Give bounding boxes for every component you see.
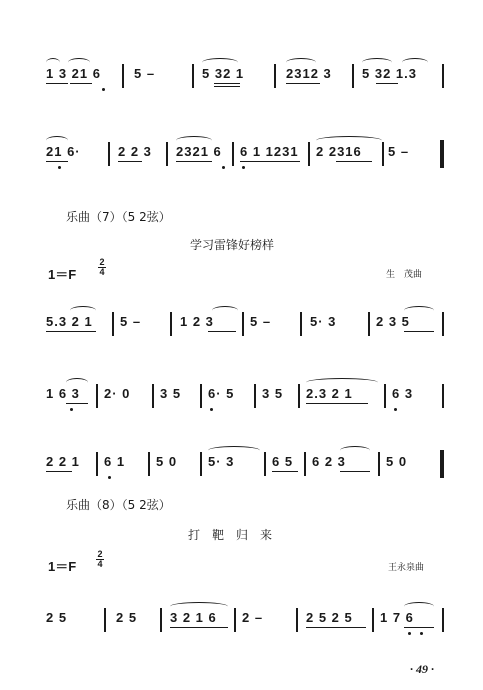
slur <box>70 306 96 315</box>
time-signature-8 <box>96 550 104 569</box>
barline <box>382 142 384 166</box>
measure-4: 2 – <box>242 610 264 625</box>
underline <box>306 403 368 404</box>
measure-4: 5· 3 <box>208 454 235 469</box>
measure-2: 5 – <box>120 314 142 329</box>
octave-dot <box>70 408 73 411</box>
slur <box>306 378 378 387</box>
underline <box>214 83 240 84</box>
slur <box>46 58 60 67</box>
underline <box>336 161 372 162</box>
underline <box>272 471 298 472</box>
barline <box>200 452 202 476</box>
slur <box>208 446 260 455</box>
measure-1: 2 5 <box>46 610 68 625</box>
measure-4: 2312 3 <box>286 66 332 81</box>
octave-dot <box>408 632 411 635</box>
measure-2: 2· 0 <box>104 386 131 401</box>
measure-6: 2.3 2 1 <box>306 386 353 401</box>
measure-4: 6· 5 <box>208 386 235 401</box>
score-row-1 <box>42 66 452 88</box>
slur <box>286 58 316 67</box>
final-barline <box>440 140 444 168</box>
underline <box>46 161 68 162</box>
score-row-4 <box>42 386 452 408</box>
underline <box>214 86 240 87</box>
measure-5: 5 32 1.3 <box>362 66 417 81</box>
score-row-3 <box>42 314 452 336</box>
underline <box>170 627 228 628</box>
barline <box>384 384 386 408</box>
composer-8: 王永泉曲 <box>388 563 425 573</box>
measure-1: 1 3 21 6 <box>46 66 101 81</box>
barline <box>300 312 302 336</box>
octave-dot <box>108 476 111 479</box>
measure-3: 3 2 1 6 <box>170 610 217 625</box>
barline <box>104 608 106 632</box>
barline <box>170 312 172 336</box>
barline <box>192 64 194 88</box>
slur <box>316 136 382 145</box>
time-denominator: 4 <box>97 559 103 569</box>
octave-dot <box>210 408 213 411</box>
barline <box>152 384 154 408</box>
slur <box>404 306 434 315</box>
underline <box>46 471 72 472</box>
barline <box>232 142 234 166</box>
measure-5: 3 5 <box>262 386 284 401</box>
underline <box>404 627 434 628</box>
measure-5: 6 5 <box>272 454 294 469</box>
page-number: · 49 · <box>410 662 434 676</box>
barline <box>442 312 444 336</box>
slur <box>202 58 238 67</box>
barline <box>368 312 370 336</box>
measure-7: 5 0 <box>386 454 408 469</box>
barline <box>242 312 244 336</box>
key-signature-8: 1＝F <box>48 559 77 574</box>
octave-dot <box>58 166 61 169</box>
measure-6: 2 3 5 <box>376 314 410 329</box>
measure-2: 2 5 <box>116 610 138 625</box>
barline <box>378 452 380 476</box>
underline <box>68 331 96 332</box>
slur <box>340 446 370 455</box>
barline <box>442 384 444 408</box>
measure-1: 1 6 3 <box>46 386 80 401</box>
key-signature-7: 1＝F <box>48 267 77 282</box>
measure-2: 6 1 <box>104 454 126 469</box>
underline <box>70 83 92 84</box>
measure-3: 1 2 3 <box>180 314 214 329</box>
underline <box>118 161 142 162</box>
barline <box>166 142 168 166</box>
slur <box>362 58 392 67</box>
measure-4: 6 1 1231 <box>240 144 299 159</box>
underline <box>176 161 212 162</box>
barline <box>442 64 444 88</box>
underline <box>306 627 366 628</box>
barline <box>442 608 444 632</box>
section-heading-8: 乐曲（8）（5 2弦） <box>66 498 171 512</box>
measure-3: 5 0 <box>156 454 178 469</box>
barline <box>352 64 354 88</box>
measure-3: 5 32 1 <box>202 66 245 81</box>
score-row-6 <box>42 610 452 632</box>
slur <box>402 58 428 67</box>
barline <box>234 608 236 632</box>
measure-2: 5 – <box>134 66 156 81</box>
slur <box>212 306 238 315</box>
time-numerator: 2 <box>97 549 103 559</box>
underline <box>286 83 320 84</box>
measure-7: 6 3 <box>392 386 414 401</box>
measure-6: 5 – <box>388 144 410 159</box>
barline <box>254 384 256 408</box>
barline <box>298 384 300 408</box>
song-title-7: 学习雷锋好榜样 <box>190 238 275 252</box>
measure-5: 2 2316 <box>316 144 362 159</box>
octave-dot <box>420 632 423 635</box>
measure-3: 3 5 <box>160 386 182 401</box>
measure-1: 21 6· <box>46 144 81 159</box>
measure-5: 5· 3 <box>310 314 337 329</box>
score-row-5 <box>42 454 452 476</box>
slur <box>46 136 68 145</box>
underline <box>46 331 68 332</box>
barline <box>148 452 150 476</box>
octave-dot <box>102 88 105 91</box>
measure-6: 1 7 6 <box>380 610 414 625</box>
measure-1: 5.3 2 1 <box>46 314 93 329</box>
time-numerator: 2 <box>99 257 105 267</box>
measure-2: 2 2 3 <box>118 144 152 159</box>
measure-1: 2 2 1 <box>46 454 80 469</box>
barline <box>160 608 162 632</box>
barline <box>274 64 276 88</box>
underline <box>208 331 236 332</box>
measure-3: 2321 6 <box>176 144 222 159</box>
section-heading-7: 乐曲（7）（5 2弦） <box>66 210 171 224</box>
underline <box>340 471 370 472</box>
barline <box>96 452 98 476</box>
composer-7: 生 茂曲 <box>386 270 423 280</box>
barline <box>96 384 98 408</box>
barline <box>264 452 266 476</box>
measure-5: 2 5 2 5 <box>306 610 353 625</box>
slur <box>68 58 90 67</box>
slur <box>66 378 88 387</box>
song-title-8: 打 靶 归 来 <box>188 528 273 542</box>
barline <box>112 312 114 336</box>
barline <box>200 384 202 408</box>
slur <box>176 136 212 145</box>
underline <box>240 161 300 162</box>
barline <box>308 142 310 166</box>
time-denominator: 4 <box>99 267 105 277</box>
barline <box>296 608 298 632</box>
underline <box>376 83 398 84</box>
slur <box>404 602 434 611</box>
barline <box>372 608 374 632</box>
octave-dot <box>242 166 245 169</box>
score-row-2 <box>42 144 452 166</box>
barline <box>304 452 306 476</box>
barline <box>122 64 124 88</box>
octave-dot <box>394 408 397 411</box>
time-signature-7 <box>98 258 106 277</box>
underline <box>46 83 68 84</box>
final-barline <box>440 450 444 478</box>
measure-4: 5 – <box>250 314 272 329</box>
measure-6: 6 2 3 <box>312 454 346 469</box>
underline <box>404 331 434 332</box>
octave-dot <box>222 166 225 169</box>
underline <box>66 403 88 404</box>
barline <box>108 142 110 166</box>
slur <box>170 602 228 611</box>
